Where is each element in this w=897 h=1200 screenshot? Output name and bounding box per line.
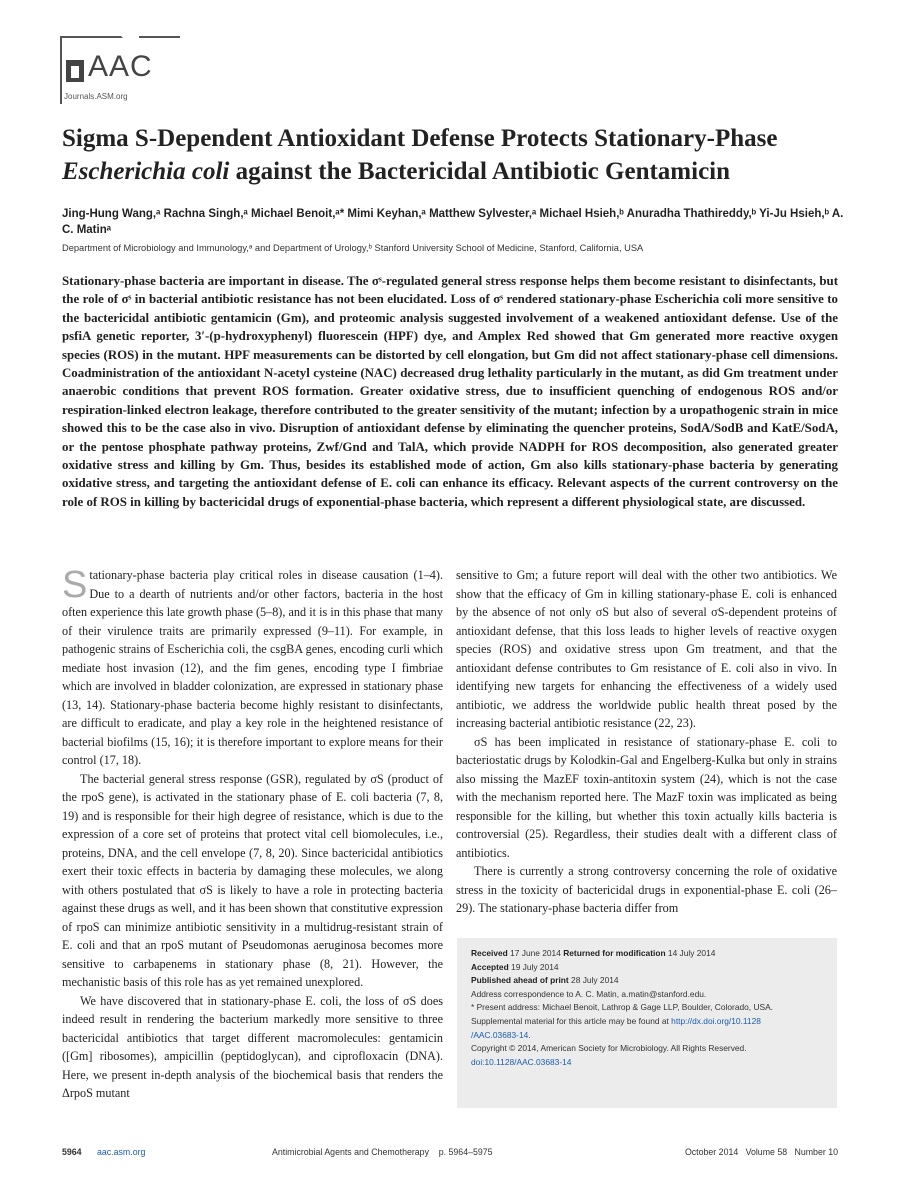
- journal-logo-icon: [66, 60, 84, 82]
- journal-citation: Antimicrobial Agents and Chemotherapy p. 5964–5975: [272, 1147, 493, 1157]
- body-column-right: [456, 566, 837, 918]
- body-paragraph: sensitive to Gm; a future report will deal with the other two antibiotics. We show that the efficacy of Gm in killing stationary-phase E. coli is enhanced by the absence of not only σS but also of several σS-dependent proteins of antioxidant defense, that this loss leads to higher levels of reactive oxygen species (ROS) and oxidative stress upon Gm treatment, and that the antioxidant defense contributes to Gm resistance of E. coli also in vivo. In identifying new targets for enhancing the effectiveness of a widely used antibiotic, we address the worldwide public health threat posed by the increasing bacterial antibiotic resistance (22, 23).: [456, 568, 837, 730]
- affiliations: Department of Microbiology and Immunology,ᵃ and Department of Urology,ᵇ Stanford University School of Medicine, Stanford, California, USA: [62, 243, 644, 253]
- abstract: Stationary-phase bacteria are important in disease. The σˢ-regulated general stress response helps them become resistant to disinfectants, but the role of σˢ in bacterial antibiotic resistance has not been elucidated. Loss of σˢ rendered stationary-phase Escherichia coli more sensitive to the bactericidal antibiotic gentamicin (Gm), and proteomic analysis suggested involvement of a weakened antioxidant defense. Use of the psfiA genetic reporter, 3′-(p-hydroxyphenyl) fluorescein (HPF) dye, and Amplex Red showed that Gm generated more reactive oxygen species (ROS) in the mutant. HPF measurements can be distorted by cell elongation, but Gm did not affect stationary-phase cell dimensions. Coadministration of the antioxidant N-acetyl cysteine (NAC) decreased drug lethality particularly in the mutant, as did Gm treatment under anaerobic conditions that prevent ROS formation. Greater oxidative stress, due to insufficient quenching of endogenous ROS and/or respiration-linked electron leakage, therefore contributed to the greater sensitivity of the mutant; infection by a uropathogenic strain in mice showed this to be the case also in vivo. Disruption of antioxidant defense by eliminating the quencher proteins, SodA/SodB and KatE/SodA, or the pentose phosphate pathway proteins, Zwf/Gnd and TalA, which provide NADPH for ROS decomposition, also generated greater oxidative stress and killing by Gm. Thus, besides its established mode of action, Gm also kills stationary-phase bacteria by generating oxidative stress, and targeting the antioxidant defense of E. coli can enhance its efficacy. Relevant aspects of the current controversy on the role of ROS in killing by bactericidal drugs of exponential-phase bacteria, which represent a different physiological state, are discussed.: [62, 274, 838, 509]
- article-title: [62, 122, 842, 188]
- journal-site-link[interactable]: aac.asm.org: [97, 1147, 146, 1157]
- title-line-2: [62, 155, 842, 188]
- received-line: Received 17 June 2014 Returned for modification 14 July 2014: [471, 948, 716, 958]
- journal-logo-text: AAC: [88, 50, 153, 83]
- author-list: Jing-Hung Wang,ᵃ Rachna Singh,ᵃ Michael Benoit,ᵃ* Mimi Keyhan,ᵃ Matthew Sylvester,ᵃ Michael Hsieh,ᵇ Anuradha Thathireddy,ᵇ Yi-Ju Hsieh,ᵇ A. C. Matinᵃ: [62, 208, 844, 236]
- supplemental-link[interactable]: http://dx.doi.org/10.1128: [671, 1015, 761, 1026]
- title-species: Escherichia coli: [62, 158, 230, 185]
- supplemental-link-cont[interactable]: /AAC.03683-14: [471, 1029, 529, 1040]
- supplemental-line: Supplemental material for this article may be found at http://dx.doi.org/10.1128 /AAC.03683-14.: [471, 1015, 761, 1040]
- present-address-line: * Present address: Michael Benoit, Lathrop & Gage LLP, Boulder, Colorado, USA.: [471, 1002, 773, 1013]
- title-line-1: Sigma S-Dependent Antioxidant Defense Protects Stationary-Phase: [62, 125, 778, 152]
- accepted-line: Accepted 19 July 2014: [471, 961, 559, 972]
- body-paragraph: There is currently a strong controversy concerning the role of oxidative stress in the toxicity of bactericidal drugs in exponential-phase E. coli (26–29). The stationary-phase bacteria differ from: [456, 864, 837, 915]
- body-paragraph: We have discovered that in stationary-phase E. coli, the loss of σS does indeed result in rendering the bacterium markedly more sensitive to three bactericidal antibiotics that target different macromolecules: gentamicin ([Gm] ribosomes), ampicillin (peptidoglycan), and ciprofloxacin (DNA). Here, we present in-depth analysis of the biochemical basis that renders the ΔrpoS mutant: [62, 993, 443, 1100]
- body-paragraph: [62, 566, 443, 770]
- journal-logo-url: Journals.ASM.org: [64, 92, 128, 101]
- page-number: 5964: [62, 1147, 82, 1157]
- body-paragraph: σS has been implicated in resistance of stationary-phase E. coli to bacteriostatic drugs by Kolodkin-Gal and Engelberg-Kulka but only in strains also missing the MazEF toxin-antitoxin system (24), which is not the case with the mechanism reported here. The MazF toxin was implicated as being responsible for the killing, but whether this toxin actually kills bacteria is controversial (25). Regardless, their studies dealt with a different class of antibiotics.: [456, 734, 837, 860]
- doi-link[interactable]: doi:10.1128/AAC.03683-14: [471, 1056, 572, 1067]
- correspondence-line: Address correspondence to A. C. Matin, a.matin@stanford.edu.: [471, 988, 707, 999]
- body-column-left: [62, 566, 443, 1103]
- copyright-line: Copyright © 2014, American Society for Microbiology. All Rights Reserved.: [471, 1043, 747, 1054]
- title-line-2-rest: against the Bactericidal Antibiotic Gentamicin: [235, 158, 731, 185]
- article-info-box: [457, 938, 837, 1108]
- issue-info: October 2014 Volume 58 Number 10: [684, 1147, 838, 1157]
- body-paragraph: The bacterial general stress response (GSR), regulated by σS (product of the rpoS gene), is activated in the stationary phase of E. coli bacteria (7, 8, 19) and is responsible for their high degree of resistance, which is due to the expression of a core set of proteins that protect vital cell biomolecules, i.e., proteins, DNA, and the cell envelope (7, 8, 20). Since bactericidal antibiotics exert their toxic effects in bacteria by damaging these molecules, we along with others postulated that σS is likely to have a role in protecting bacteria against these drugs as well, and it has been shown that constitutive expression of rpoS can minimize antibiotic sensitivity in a multidrug-resistant strain of E. coli and that an rpoS mutant of Pseudomonas aeruginosa becomes more sensitive to carbapenems in stationary phase (8, 21). However, the mechanistic basis of this role has as yet remained unexplored.: [62, 771, 443, 989]
- body-paragraph-text: tationary-phase bacteria play critical roles in disease causation (1–4). Due to a dearth of nutrients and/or other factors, bacteria in the host often experience this late growth phase (5–8), and it is in this phase that many of their virulence traits are primarily expressed (9–11). For example, in pathogenic strains of Escherichia coli, the csgBA genes, encoding curli which mediate host invasion (12), and the fim genes, encoding type I fimbriae which are involved in bladder colonization, are expressed in stationary phase (13, 14). Stationary-phase bacteria become highly resistant to disinfectants, are difficult to eradicate, and play a key role in the heightened resistance of bacterial biofilms (15, 16); it is therefore important to explore means for their control (17, 18).: [62, 568, 443, 767]
- drop-cap: S: [62, 564, 88, 606]
- published-line: Published ahead of print 28 July 2014: [471, 975, 619, 986]
